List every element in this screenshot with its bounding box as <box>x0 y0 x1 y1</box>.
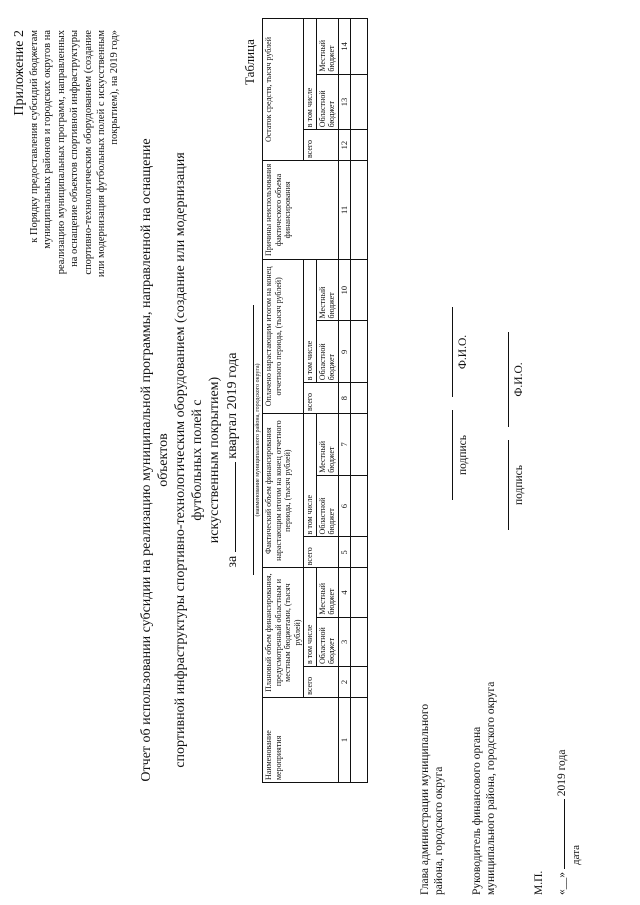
table-cell[interactable] <box>351 667 368 698</box>
header-local: Местный бюджет <box>316 414 338 476</box>
table-cell[interactable] <box>351 161 368 260</box>
table-cell[interactable] <box>351 383 368 414</box>
header-event: Наименование мероприятия <box>263 697 339 782</box>
table-header-row <box>263 19 304 783</box>
table-cell[interactable] <box>351 697 368 782</box>
table-label: Таблица <box>242 39 257 85</box>
appendix-line: реализацию муниципальных программ, направленных <box>55 30 67 275</box>
column-number: 14 <box>338 19 351 75</box>
header-balance: Остаток средств, тысяч рублей <box>263 19 304 161</box>
appendix-line: на оснащение объектов спортивной инфраструктуры <box>69 30 81 267</box>
period-prefix: за <box>225 555 240 568</box>
column-number-row <box>338 19 351 783</box>
column-number: 9 <box>338 321 351 383</box>
table-cell[interactable] <box>351 321 368 383</box>
head-title-line: района, городского округа <box>433 766 445 895</box>
period-suffix: квартал 2019 года <box>225 352 240 459</box>
column-number: 12 <box>338 130 351 161</box>
table-cell[interactable] <box>351 537 368 568</box>
head-signatory <box>418 645 446 895</box>
table-cell[interactable] <box>351 74 368 130</box>
report-title-line: искусственным покрытием) <box>207 376 222 544</box>
appendix-line: к Порядку предоставления субсидий бюджетам <box>29 30 40 243</box>
header-regional: Областной бюджет <box>316 321 338 383</box>
column-number: 1 <box>338 697 351 782</box>
table-cell[interactable] <box>351 259 368 321</box>
header-actual: Фактический объем финансирования нарастающим итогом на конец отчетного периода, (тысяч рублей) <box>263 414 304 568</box>
header-total: всего <box>304 537 339 568</box>
finance-sign-line[interactable] <box>508 440 509 530</box>
appendix-line: или модернизация футбольных полей с искусственным <box>96 30 108 278</box>
column-number: 3 <box>338 617 351 666</box>
finance-fio-line[interactable] <box>508 332 509 427</box>
appendix-line: покрытием), на 2019 год» <box>109 30 121 145</box>
finance-title-line: муниципального района, городского округа <box>485 681 497 895</box>
appendix-title: Приложение 2 <box>12 30 27 116</box>
date-year: 2019 года <box>556 749 568 797</box>
finance-title-line: Руководитель финансового органа <box>471 726 483 895</box>
table-cell[interactable] <box>351 475 368 537</box>
table-row[interactable] <box>351 19 368 783</box>
appendix-header <box>12 30 122 385</box>
table-cell[interactable] <box>351 617 368 666</box>
report-title-line: Отчет об использовании субсидии на реализацию муниципальной программы, направленной на оснащение объектов <box>139 138 171 782</box>
header-total: всего <box>304 130 339 161</box>
header-total: всего <box>304 383 339 414</box>
column-number: 6 <box>338 475 351 537</box>
table-cell[interactable] <box>351 19 368 75</box>
date-caption: дата <box>570 844 582 865</box>
sign-caption: подпись <box>513 464 525 506</box>
column-number: 2 <box>338 667 351 698</box>
table-cell[interactable] <box>351 568 368 617</box>
header-local: Местный бюджет <box>316 568 338 617</box>
stamp-placeholder: М.П. <box>533 870 545 895</box>
report-period <box>223 135 241 785</box>
sign-caption: подпись <box>457 434 469 476</box>
header-total: всего <box>304 667 339 698</box>
header-incl: в том числе <box>304 19 317 130</box>
table-cell[interactable] <box>351 130 368 161</box>
report-title-line: спортивной инфраструктуры спортивно-технологическим оборудованием (создание или модернизация футбольных полей с <box>173 152 205 768</box>
column-number: 13 <box>338 74 351 130</box>
report-table <box>262 18 368 783</box>
header-incl: в том числе <box>304 414 317 537</box>
table-header-row <box>304 19 317 783</box>
header-incl: в том числе <box>304 568 317 667</box>
header-regional: Областной бюджет <box>316 475 338 537</box>
date-blank[interactable] <box>553 799 565 869</box>
column-number: 5 <box>338 537 351 568</box>
appendix-line: муниципальных районов и городских округов на <box>42 30 54 249</box>
column-number: 4 <box>338 568 351 617</box>
header-local: Местный бюджет <box>316 19 338 75</box>
header-local: Местный бюджет <box>316 259 338 321</box>
date-line <box>553 750 569 895</box>
header-reasons: Причины неиспользования фактического объема финансирования <box>263 161 339 260</box>
fio-caption: Ф.И.О. <box>513 362 525 397</box>
table-cell[interactable] <box>351 414 368 476</box>
head-sign-line[interactable] <box>452 410 453 500</box>
header-paid: Оплачено нарастающим итогом на конец отчетного периода, (тысяч рублей) <box>263 259 304 413</box>
header-regional: Областной бюджет <box>316 617 338 666</box>
column-number: 10 <box>338 259 351 321</box>
finance-signatory <box>470 595 498 895</box>
date-day: «__» <box>556 872 568 895</box>
appendix-line: спортивно-технологическим оборудованием (создание <box>82 30 94 275</box>
head-fio-line[interactable] <box>452 307 453 397</box>
header-regional: Областной бюджет <box>316 74 338 130</box>
column-number: 7 <box>338 414 351 476</box>
period-blank[interactable] <box>223 462 236 552</box>
fio-caption: Ф.И.О. <box>457 334 469 370</box>
header-incl: в том числе <box>304 259 317 382</box>
head-title-line: Глава администрации муниципального <box>419 703 431 895</box>
report-title <box>138 135 241 785</box>
municipality-caption: (наименование муниципального района, городского округа) <box>253 305 261 575</box>
column-number: 11 <box>338 161 351 260</box>
header-planned: Плановый объем финансирования, предусмотренный областным и местным бюджетами, (тысяч рублей) <box>263 568 304 698</box>
column-number: 8 <box>338 383 351 414</box>
